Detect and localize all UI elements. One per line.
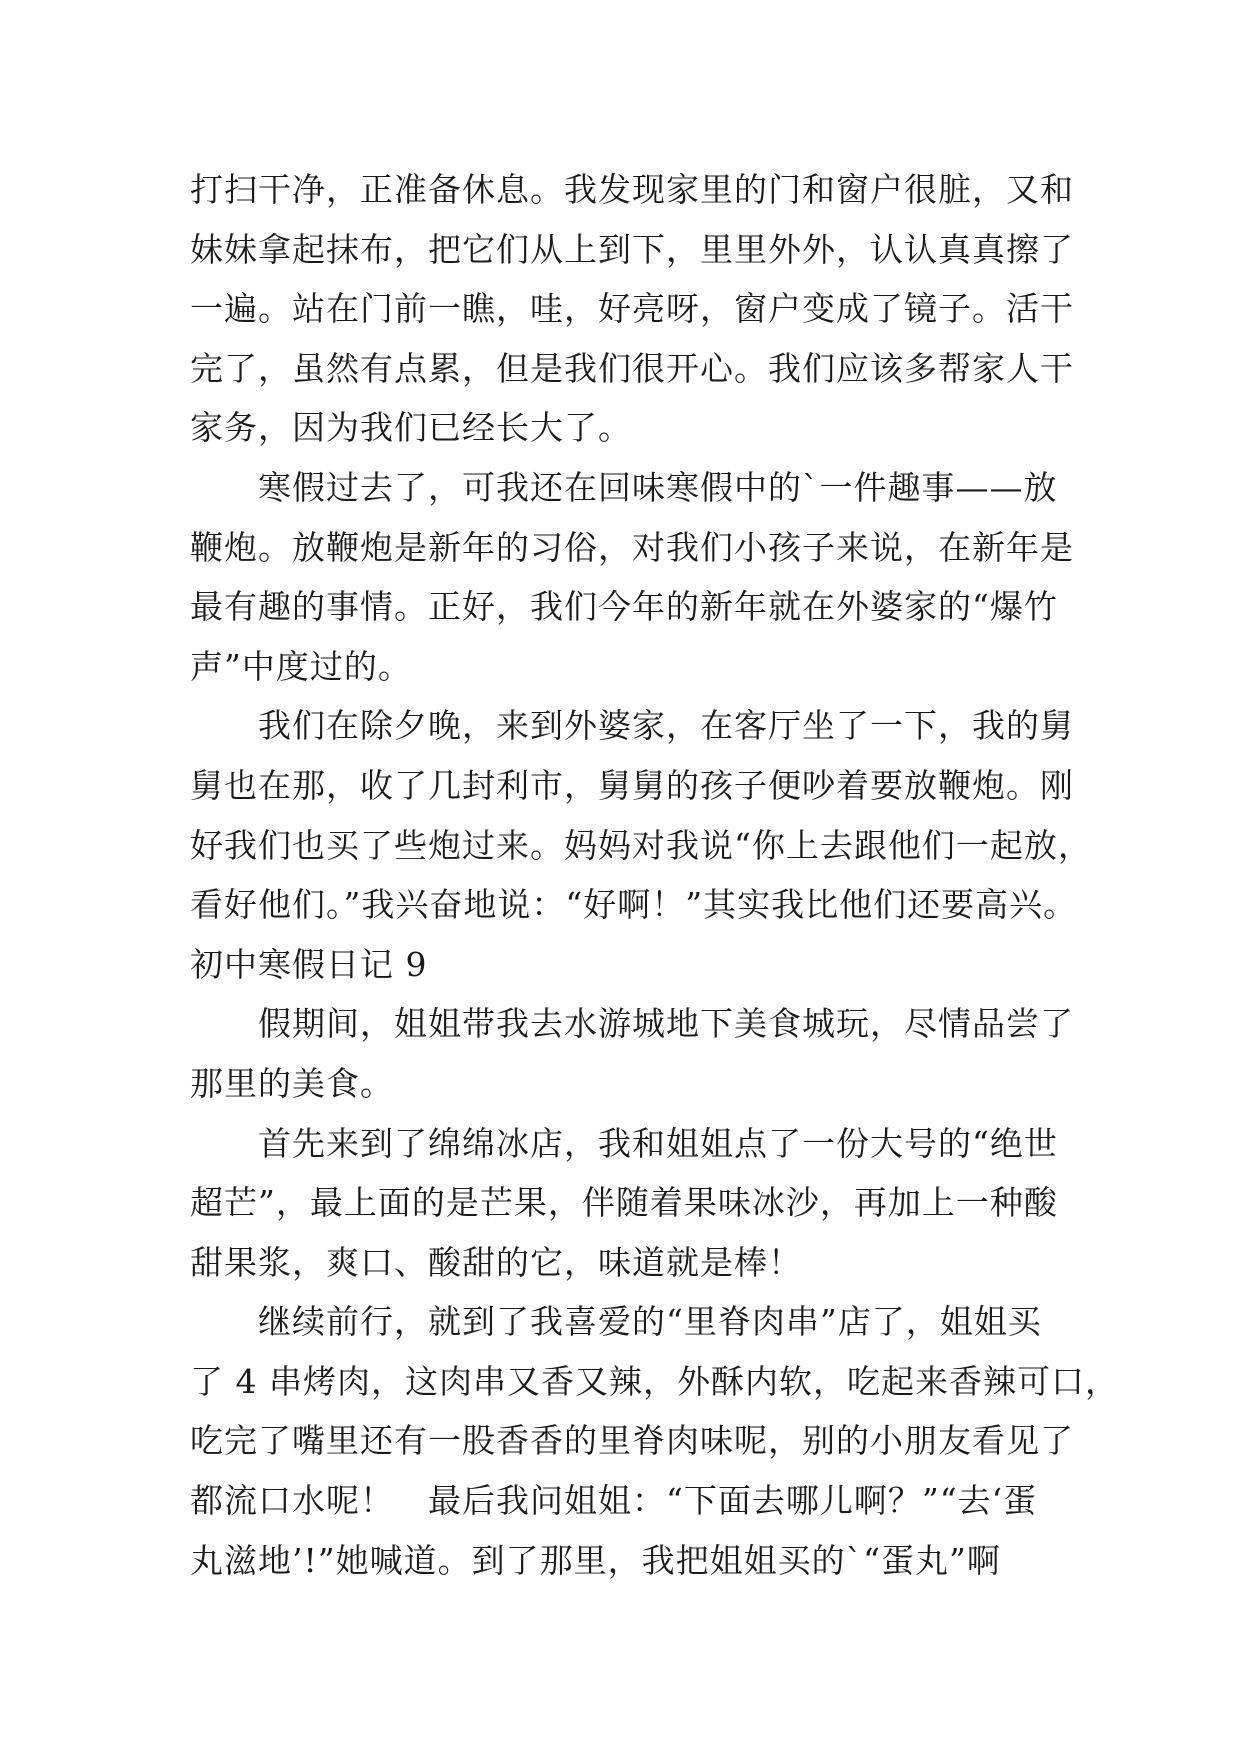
text-line: 打扫干净，正准备休息。我发现家里的门和窗户很脏，又和 (190, 170, 1074, 209)
text-line: 丸滋地’!”她喊道。到了那里，我把姐姐买的`“蛋丸”啊 (190, 1540, 1001, 1580)
text-line: 完了，虽然有点累，但是我们很开心。我们应该多帮家人干 (190, 348, 1074, 388)
section-heading: 初中寒假日记 9 (190, 944, 428, 984)
text-line: 甜果浆，爽口、酸甜的它，味道就是棒！ (190, 1242, 802, 1282)
text-line: 声”中度过的。 (190, 646, 412, 686)
text-line: 鞭炮。放鞭炮是新年的习俗，对我们小孩子来说，在新年是 (190, 527, 1074, 567)
text-line: 继续前行，就到了我喜爱的“里脊肉串”店了，姐姐买 (190, 1302, 1042, 1342)
text-line: 了 4 串烤肉，这肉串又香又辣，外酥内软，吃起来香辣可口， (190, 1361, 1119, 1401)
text-line: 妹妹拿起抹布，把它们从上到下，里里外外，认认真真擦了 (190, 229, 1074, 269)
text-line: 那里的美食。 (190, 1063, 394, 1103)
text-line: 好我们也买了些炮过来。妈妈对我说“你上去跟他们一起放， (190, 825, 1092, 865)
text-line: 家务，因为我们已经长大了。 (190, 408, 632, 448)
text-line: 假期间，姐姐带我去水游城地下美食城玩，尽情品尝了 (190, 1004, 1074, 1044)
text-line: 寒假过去了，可我还在回味寒假中的`一件趣事——放 (190, 467, 1058, 507)
document-body (190, 160, 1119, 1590)
text-line: 首先来到了绵绵冰店，我和姐姐点了一份大号的“绝世 (190, 1123, 1058, 1163)
text-line: 吃完了嘴里还有一股香香的里脊肉味呢，别的小朋友看见了 (190, 1421, 1074, 1461)
text-line: 舅也在那，收了几封利市，舅舅的孩子便吵着要放鞭炮。刚 (190, 765, 1074, 805)
text-line: 看好他们。”我兴奋地说：“好啊！”其实我比他们还要高兴。 (190, 885, 1078, 925)
text-line: 超芒”，最上面的是芒果，伴随着果味冰沙，再加上一种酸 (190, 1183, 1058, 1223)
text-line: 都流口水呢！ 最后我问姐姐：“下面去哪儿啊？”“去‘蛋 (190, 1481, 1038, 1521)
text-line: 一遍。站在门前一瞧，哇，好亮呀，窗户变成了镜子。活干 (190, 289, 1074, 329)
text-line: 最有趣的事情。正好，我们今年的新年就在外婆家的“爆竹 (190, 587, 1058, 627)
text-line: 我们在除夕晚，来到外婆家，在客厅坐了一下，我的舅 (190, 706, 1074, 746)
